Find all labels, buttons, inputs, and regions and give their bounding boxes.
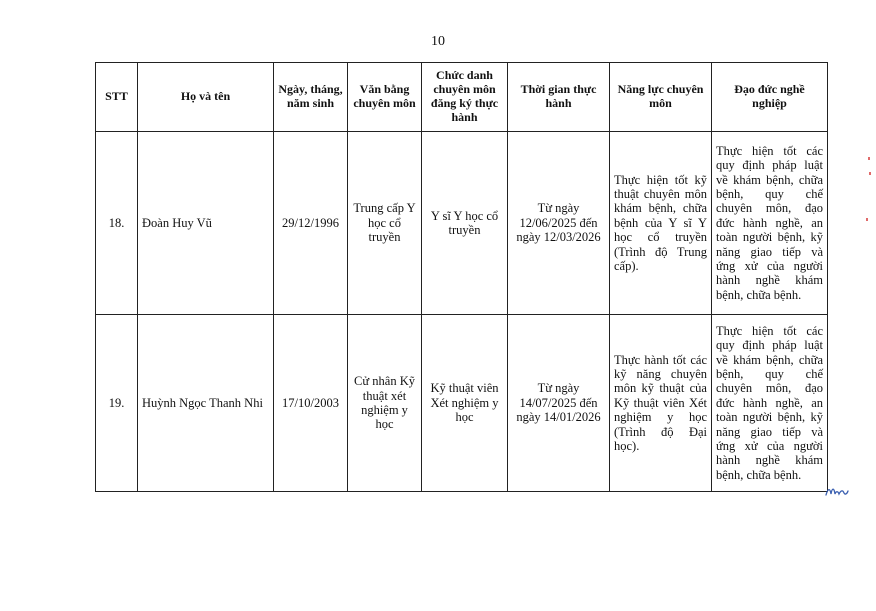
header-ethics: Đạo đức nghề nghiệp xyxy=(712,63,828,132)
margin-mark xyxy=(866,218,868,221)
page-number: 10 xyxy=(431,34,445,49)
header-name: Họ và tên xyxy=(138,63,274,132)
cell-title: Y sĩ Y học cổ truyền xyxy=(422,132,508,315)
practice-table xyxy=(95,62,828,492)
cell-competence: Thực hành tốt các kỹ năng chuyên môn kỹ thuật của Kỹ thuật viên Xét nghiệm y học (Trình độ Đại học). xyxy=(610,315,712,492)
cell-competence: Thực hiện tốt kỹ thuật chuyên môn khám bệnh, chữa bệnh của Y sĩ Y học cổ truyền (Trình độ Trung cấp). xyxy=(610,132,712,315)
cell-period: Từ ngày 14/07/2025 đến ngày 14/01/2026 xyxy=(508,315,610,492)
table-header-row xyxy=(96,63,828,132)
cell-title: Kỹ thuật viên Xét nghiệm y học xyxy=(422,315,508,492)
cell-stt: 19. xyxy=(96,315,138,492)
header-stt: STT xyxy=(96,63,138,132)
table-row xyxy=(96,315,828,492)
header-title: Chức danh chuyên môn đăng ký thực hành xyxy=(422,63,508,132)
initials-signature-icon xyxy=(824,482,850,500)
cell-degree: Trung cấp Y học cổ truyền xyxy=(348,132,422,315)
table-row xyxy=(96,132,828,315)
cell-stt: 18. xyxy=(96,132,138,315)
cell-dob: 17/10/2003 xyxy=(274,315,348,492)
margin-mark xyxy=(868,157,870,160)
margin-mark xyxy=(869,172,871,175)
cell-dob: 29/12/1996 xyxy=(274,132,348,315)
header-period: Thời gian thực hành xyxy=(508,63,610,132)
cell-ethics: Thực hiện tốt các quy định pháp luật về khám bệnh, chữa bệnh, quy chế chuyên môn, đạo đức hành nghề, an toàn người bệnh, kỹ năng giao tiếp và ứng xử của người hành nghề khám bệnh, chữa bệnh. xyxy=(712,132,828,315)
cell-degree: Cử nhân Kỹ thuật xét nghiệm y học xyxy=(348,315,422,492)
header-degree: Văn bằng chuyên môn xyxy=(348,63,422,132)
cell-name: Huỳnh Ngọc Thanh Nhi xyxy=(138,315,274,492)
cell-ethics: Thực hiện tốt các quy định pháp luật về khám bệnh, chữa bệnh, quy chế chuyên môn, đạo đức hành nghề, an toàn người bệnh, kỹ năng giao tiếp và ứng xử của người hành nghề khám bệnh, chữa bệnh. xyxy=(712,315,828,492)
cell-period: Từ ngày 12/06/2025 đến ngày 12/03/2026 xyxy=(508,132,610,315)
header-dob: Ngày, tháng, năm sinh xyxy=(274,63,348,132)
cell-name: Đoàn Huy Vũ xyxy=(138,132,274,315)
header-competence: Năng lực chuyên môn xyxy=(610,63,712,132)
